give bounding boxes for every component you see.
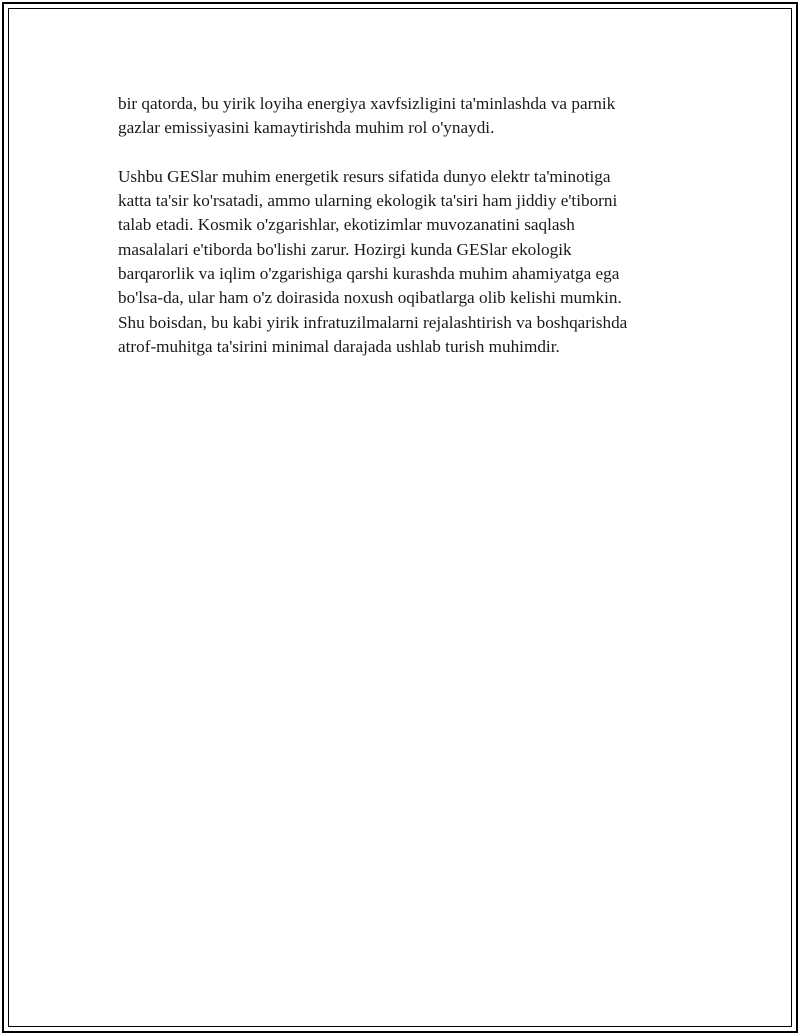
paragraph-1	[118, 92, 678, 141]
text-line: bir qatorda, bu yirik loyiha energiya xavfsizligini ta'minlashda va parnik	[118, 94, 616, 113]
text-line: bo'lsa-da, ular ham o'z doirasida noxush oqibatlarga olib kelishi mumkin.	[118, 288, 622, 308]
text-line: Ushbu GESlar muhim energetik resurs sifatida dunyo elektr ta'minotiga	[118, 166, 611, 186]
text-line: atrof-muhitga ta'sirini minimal darajada ushlab turish muhimdir.	[118, 336, 560, 356]
text-line: gazlar emissiyasini kamaytirishda muhim rol o'ynaydi.	[118, 118, 495, 138]
text-line: talab etadi. Kosmik o'zgarishlar, ekotizimlar muvozanatini saqlash	[118, 215, 575, 235]
text-line: barqarorlik va iqlim o'zgarishiga qarshi kurashda muhim ahamiyatga ega	[118, 264, 620, 284]
text-line: Shu boisdan, bu kabi yirik infratuzilmalarni rejalashtirish va boshqarishda	[118, 312, 628, 332]
document-body	[118, 92, 678, 384]
text-line: masalalari e'tiborda bo'lishi zarur. Hozirgi kunda GESlar ekologik	[118, 239, 572, 259]
text-line: katta ta'sir ko'rsatadi, ammo ularning ekologik ta'siri ham jiddiy e'tiborni	[118, 191, 618, 211]
paragraph-2	[118, 165, 678, 359]
